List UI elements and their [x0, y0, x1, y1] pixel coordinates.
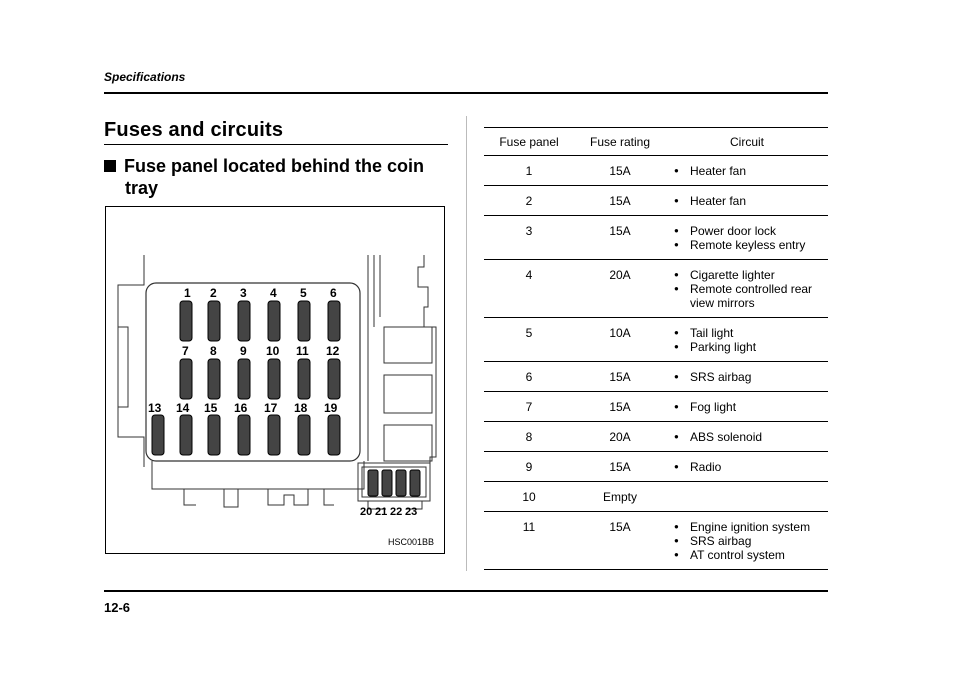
fuse-number-label: 8 [210, 344, 217, 358]
header-fuse-rating: Fuse rating [589, 134, 651, 149]
fuse-number-label: 3 [240, 286, 247, 300]
fuse-number-label: 22 [390, 506, 403, 518]
circuit-item: ● Remote keyless entry [674, 238, 828, 252]
fuse-number-label: 11 [296, 344, 309, 358]
fuse-number-label: 23 [405, 506, 418, 518]
circuit-item: ● Power door lock [674, 224, 828, 238]
header-circuit: Circuit [729, 134, 764, 149]
table-row [484, 186, 828, 216]
fuse-number-label: 1 [184, 286, 191, 300]
circuit-item: ● Radio [674, 460, 828, 474]
cell-fuse-rating: 15A [609, 194, 631, 208]
fuse-slot [208, 301, 220, 341]
table-row [484, 216, 828, 260]
fuse-slot [298, 415, 310, 455]
fuse-number-label: 19 [324, 401, 338, 415]
fuse-slot [208, 359, 220, 399]
circuit-item: ● Heater fan [674, 164, 828, 178]
fuse-number-label: 10 [266, 344, 280, 358]
table-row [484, 260, 828, 318]
section-title: Fuses and circuits [104, 119, 284, 141]
cell-circuit [666, 186, 828, 216]
fuse-number-label: 7 [182, 344, 189, 358]
fuse-number-label: 18 [294, 401, 308, 415]
mini-fuse-slot [396, 470, 406, 496]
fuse-slot [298, 359, 310, 399]
fuse-number-label: 12 [326, 344, 340, 358]
mini-fuse-slot [410, 470, 420, 496]
fuse-panel-diagram [105, 206, 445, 554]
fuse-slot [268, 301, 280, 341]
circuit-item: ● ABS solenoid [674, 430, 828, 444]
cell-fuse-rating: 20A [609, 430, 631, 444]
fuse-panel-drawing [106, 207, 444, 553]
fuse-slot [180, 359, 192, 399]
square-bullet-icon [104, 160, 116, 172]
table-row [484, 392, 828, 422]
cell-fuse-panel: 10 [522, 490, 536, 504]
circuit-item: ● Parking light [674, 340, 828, 354]
fuse-slot [328, 359, 340, 399]
cell-circuit [666, 362, 828, 392]
circuit-item: ● SRS airbag [674, 534, 828, 548]
circuit-item: ● SRS airbag [674, 370, 828, 384]
circuit-item: ● Engine ignition system [674, 520, 828, 534]
fuse-number-label: 13 [148, 401, 162, 415]
circuit-item: ● Cigarette lighter [674, 268, 828, 282]
subsection-title-line1: Fuse panel located behind the coin [124, 156, 425, 176]
fuse-number-label: 6 [330, 286, 337, 300]
fuse-number-label: 16 [234, 401, 248, 415]
cell-fuse-rating: Empty [602, 490, 637, 504]
cell-circuit [666, 392, 828, 422]
cell-circuit [666, 452, 828, 482]
mini-fuse-slot [368, 470, 378, 496]
cell-fuse-rating: 15A [609, 520, 631, 534]
cell-circuit [666, 260, 828, 318]
cell-fuse-panel: 2 [525, 194, 533, 208]
fuse-table [484, 127, 828, 570]
figure-code: HSC001BB [387, 537, 434, 547]
fuse-number-label: 9 [240, 344, 247, 358]
fuse-number-label: 21 [375, 506, 388, 518]
fuse-slot [180, 415, 192, 455]
cell-fuse-rating: 15A [609, 460, 631, 474]
cell-fuse-panel: 6 [525, 370, 533, 384]
running-header: Specifications [104, 70, 186, 84]
subsection-title [104, 155, 444, 199]
cell-circuit [666, 156, 828, 186]
fuse-slot [238, 301, 250, 341]
cell-fuse-panel: 5 [525, 326, 533, 340]
column-divider [466, 116, 467, 571]
cell-fuse-rating: 10A [609, 326, 631, 340]
circuit-item: ● Remote controlled rear view mirrors [674, 282, 828, 310]
cell-circuit [666, 422, 828, 452]
fuse-slot [208, 415, 220, 455]
cell-circuit [666, 216, 828, 260]
table-row [484, 452, 828, 482]
circuit-item: ● Heater fan [674, 194, 828, 208]
table-row [484, 512, 828, 570]
fuse-number-label: 14 [176, 401, 190, 415]
fuse-slot [152, 415, 164, 455]
circuit-item: ● Fog light [674, 400, 828, 414]
page-number: 12-6 [104, 600, 131, 615]
cell-fuse-rating: 15A [609, 164, 631, 178]
fuse-slot [298, 301, 310, 341]
fuse-number-label: 15 [204, 401, 218, 415]
cell-fuse-rating: 15A [609, 224, 631, 238]
fuse-slot [238, 359, 250, 399]
section-rule [104, 144, 448, 145]
fuse-slot [328, 301, 340, 341]
header-rule [104, 92, 828, 94]
table-row [484, 482, 828, 512]
fuse-number-label: 20 [360, 506, 373, 518]
cell-fuse-panel: 9 [525, 460, 533, 474]
table-header-row [484, 128, 828, 156]
cell-fuse-panel: 8 [525, 430, 533, 444]
footer-rule [104, 590, 828, 592]
cell-fuse-rating: 15A [609, 370, 631, 384]
cell-fuse-panel: 7 [525, 400, 533, 414]
table-row [484, 156, 828, 186]
cell-fuse-panel: 11 [522, 520, 536, 534]
fuse-slot [180, 301, 192, 341]
fuse-number-label: 5 [300, 286, 307, 300]
fuse-table-body [484, 156, 828, 570]
subsection-title-line2: tray [125, 178, 159, 198]
cell-fuse-rating: 20A [609, 268, 631, 282]
circuit-item: ● AT control system [674, 548, 828, 562]
table-row [484, 362, 828, 392]
fuse-number-label: 4 [270, 286, 277, 300]
cell-fuse-rating: 15A [609, 400, 631, 414]
circuit-item: ● Tail light [674, 326, 828, 340]
fuse-number-label: 17 [264, 401, 278, 415]
fuse-slot [238, 415, 250, 455]
fuse-slot [268, 359, 280, 399]
cell-circuit [666, 512, 828, 570]
cell-circuit [666, 482, 828, 512]
table-row [484, 422, 828, 452]
fuse-slot [268, 415, 280, 455]
table-row [484, 318, 828, 362]
cell-fuse-panel: 1 [525, 164, 533, 178]
cell-fuse-panel: 3 [525, 224, 533, 238]
fuse-number-label: 2 [210, 286, 217, 300]
mini-fuse-slot [382, 470, 392, 496]
header-fuse-panel: Fuse panel [499, 134, 559, 149]
cell-circuit [666, 318, 828, 362]
fuse-slot [328, 415, 340, 455]
cell-fuse-panel: 4 [525, 268, 533, 282]
